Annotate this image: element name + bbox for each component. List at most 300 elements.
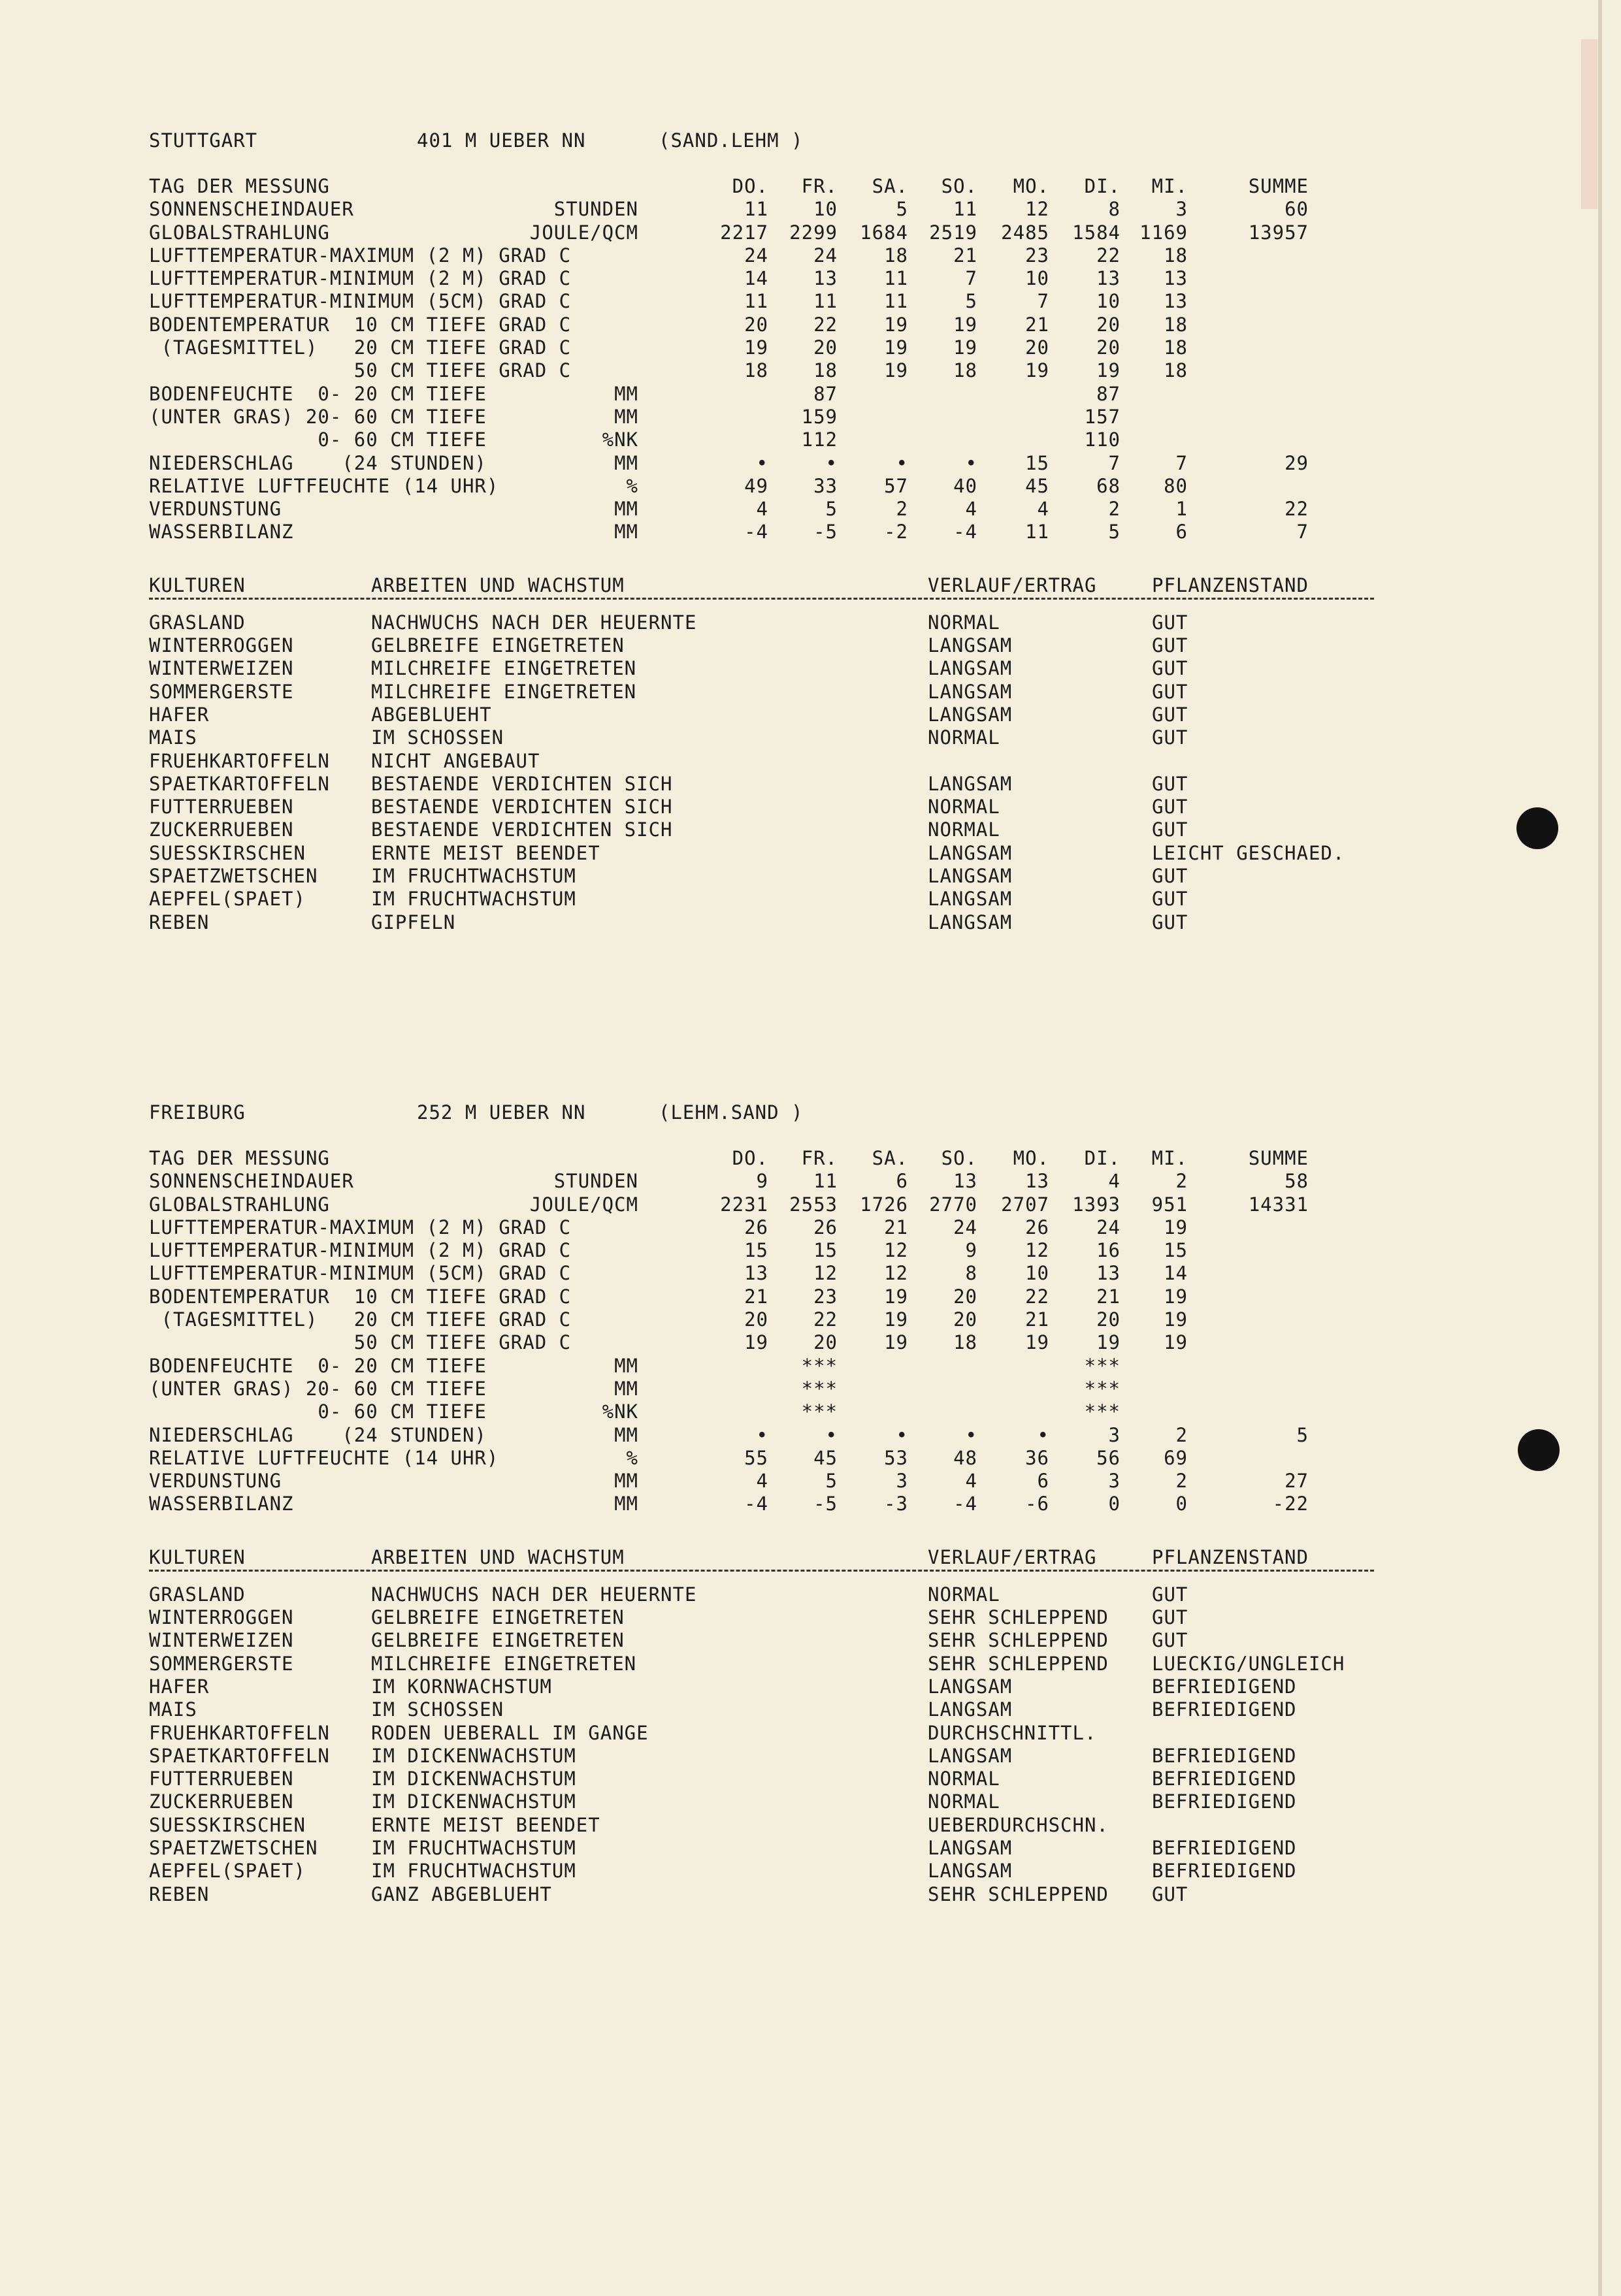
weather-row bbox=[149, 1400, 1456, 1423]
day-value: 1 bbox=[1175, 498, 1188, 521]
day-value: 23 bbox=[813, 1285, 838, 1308]
crop-progress: NORMAL bbox=[928, 796, 1000, 818]
row-label: (UNTER GRAS) 20- 60 CM TIEFE bbox=[149, 405, 487, 428]
row-unit: MM bbox=[614, 1493, 638, 1515]
day-value: 10 bbox=[1025, 1262, 1049, 1285]
crop-name: GRASLAND bbox=[149, 611, 246, 634]
crop-progress: LANGSAM bbox=[928, 1860, 1013, 1883]
weather-row bbox=[149, 1493, 1456, 1515]
day-value: 19 bbox=[884, 1285, 908, 1308]
crop-condition: GUT bbox=[1152, 657, 1188, 680]
day-value: -4 bbox=[953, 1493, 977, 1515]
crop-name: REBEN bbox=[149, 1883, 210, 1905]
crop-row bbox=[149, 1583, 1456, 1606]
day-value: 14 bbox=[744, 267, 768, 290]
day-value: 10 bbox=[813, 198, 838, 221]
crop-row bbox=[149, 842, 1456, 865]
day-value: 12 bbox=[1025, 198, 1049, 221]
day-value: 13 bbox=[1164, 290, 1188, 313]
row-label: BODENFEUCHTE 0- 20 CM TIEFE bbox=[149, 1354, 487, 1377]
day-value: 21 bbox=[884, 1216, 908, 1238]
day-value: 7 bbox=[1037, 290, 1049, 313]
crop-name: MAIS bbox=[149, 1698, 197, 1721]
row-unit: MM bbox=[614, 1354, 638, 1377]
day-value: 22 bbox=[1096, 244, 1121, 267]
crop-progress: LANGSAM bbox=[928, 1744, 1013, 1767]
row-label: BODENTEMPERATUR 10 CM TIEFE GRAD C bbox=[149, 1285, 572, 1308]
crop-name: SPAETKARTOFFELN bbox=[149, 772, 330, 795]
day-value: 22 bbox=[1025, 1285, 1049, 1308]
crop-progress: LANGSAM bbox=[928, 1698, 1013, 1721]
crop-condition: LUECKIG/UNGLEICH bbox=[1152, 1652, 1345, 1675]
weather-row bbox=[149, 359, 1456, 382]
day-value: 21 bbox=[953, 244, 977, 267]
crop-name: HAFER bbox=[149, 1675, 210, 1698]
day-value: 110 bbox=[1084, 428, 1121, 451]
crop-condition: GUT bbox=[1152, 634, 1188, 657]
day-value: 19 bbox=[884, 313, 908, 336]
row-label: NIEDERSCHLAG (24 STUNDEN) bbox=[149, 451, 487, 474]
day-header: FR. bbox=[801, 1147, 838, 1169]
day-value: 11 bbox=[953, 198, 977, 221]
day-value: 19 bbox=[1025, 1331, 1049, 1354]
crop-progress: UEBERDURCHSCHN. bbox=[928, 1813, 1109, 1836]
station-name: STUTTGART bbox=[149, 129, 258, 152]
day-value: 6 bbox=[1037, 1470, 1049, 1493]
crop-activity: RODEN UEBERALL IM GANGE bbox=[371, 1721, 649, 1744]
crop-row bbox=[149, 1653, 1456, 1675]
row-label: SONNENSCHEINDAUER bbox=[149, 1170, 354, 1193]
day-value: 36 bbox=[1025, 1446, 1049, 1469]
crop-row bbox=[149, 911, 1456, 934]
day-value: 1393 bbox=[1072, 1193, 1121, 1216]
weather-row bbox=[149, 428, 1456, 451]
day-value: 5 bbox=[965, 290, 977, 313]
day-value: 20 bbox=[1096, 1308, 1121, 1331]
crop-progress: NORMAL bbox=[928, 818, 1000, 841]
crop-row bbox=[149, 1745, 1456, 1768]
crop-progress: LANGSAM bbox=[928, 865, 1013, 888]
crop-progress: LANGSAM bbox=[928, 841, 1013, 864]
row-label: BODENTEMPERATUR 10 CM TIEFE GRAD C bbox=[149, 313, 572, 336]
day-header: SA. bbox=[872, 1147, 908, 1169]
crop-progress: NORMAL bbox=[928, 1768, 1000, 1790]
day-value: 4 bbox=[1037, 498, 1049, 521]
crop-activity: NACHWUCHS NACH DER HEUERNTE bbox=[371, 1583, 697, 1606]
crop-condition: LEICHT GESCHAED. bbox=[1152, 841, 1345, 864]
row-label: WASSERBILANZ bbox=[149, 1493, 294, 1515]
crop-condition: GUT bbox=[1152, 772, 1188, 795]
crop-row bbox=[149, 1606, 1456, 1629]
day-value: 3 bbox=[1108, 1470, 1121, 1493]
weather-row bbox=[149, 314, 1456, 336]
crop-row bbox=[149, 796, 1456, 818]
day-value: 21 bbox=[1025, 1308, 1049, 1331]
day-value: 2 bbox=[1108, 498, 1121, 521]
crop-progress: LANGSAM bbox=[928, 634, 1013, 657]
row-label: BODENFEUCHTE 0- 20 CM TIEFE bbox=[149, 382, 487, 405]
crop-progress: LANGSAM bbox=[928, 703, 1013, 726]
weather-row bbox=[149, 336, 1456, 359]
day-value: 10 bbox=[1025, 267, 1049, 290]
day-value: 21 bbox=[1025, 313, 1049, 336]
day-value: • bbox=[965, 451, 977, 474]
day-value: 56 bbox=[1096, 1446, 1121, 1469]
day-value: 22 bbox=[813, 313, 838, 336]
day-value: • bbox=[756, 451, 768, 474]
day-value: 20 bbox=[953, 1285, 977, 1308]
paper-edge bbox=[1598, 0, 1602, 2296]
crop-activity: ABGEBLUEHT bbox=[371, 703, 492, 726]
day-header: FR. bbox=[801, 175, 838, 197]
day-value: 4 bbox=[756, 498, 768, 521]
day-value: 20 bbox=[744, 1308, 768, 1331]
day-value: 2519 bbox=[929, 221, 977, 244]
day-value: 13 bbox=[1096, 1262, 1121, 1285]
weather-row bbox=[149, 221, 1456, 244]
row-unit: % bbox=[626, 474, 638, 497]
row-label: (TAGESMITTEL) 20 CM TIEFE GRAD C bbox=[149, 1308, 572, 1331]
crop-name: FUTTERRUEBEN bbox=[149, 1768, 294, 1790]
day-header: SA. bbox=[872, 175, 908, 197]
crops-column-header: ARBEITEN UND WACHSTUM bbox=[371, 574, 625, 596]
day-value: 19 bbox=[884, 336, 908, 359]
crop-row bbox=[149, 657, 1456, 680]
sum-value: 22 bbox=[1285, 498, 1309, 521]
crop-name: SPAETZWETSCHEN bbox=[149, 865, 318, 888]
day-value: 24 bbox=[744, 244, 768, 267]
day-value: • bbox=[896, 451, 908, 474]
day-value: 11 bbox=[744, 198, 768, 221]
day-header: MO. bbox=[1013, 175, 1049, 197]
day-value: 15 bbox=[1025, 451, 1049, 474]
row-label: LUFTTEMPERATUR-MINIMUM (5CM) GRAD C bbox=[149, 1262, 572, 1285]
crop-condition: BEFRIEDIGEND bbox=[1152, 1768, 1297, 1790]
row-label: LUFTTEMPERATUR-MINIMUM (5CM) GRAD C bbox=[149, 290, 572, 313]
weather-row bbox=[149, 452, 1456, 475]
row-label: TAG DER MESSUNG bbox=[149, 175, 330, 197]
day-value: 19 bbox=[744, 1331, 768, 1354]
row-unit: MM bbox=[614, 451, 638, 474]
day-value: 10 bbox=[1096, 290, 1121, 313]
day-value: *** bbox=[801, 1354, 838, 1377]
row-label: NIEDERSCHLAG (24 STUNDEN) bbox=[149, 1423, 487, 1446]
crop-condition: GUT bbox=[1152, 703, 1188, 726]
day-value: 18 bbox=[1164, 244, 1188, 267]
crop-name: HAFER bbox=[149, 703, 210, 726]
crops-table bbox=[149, 1546, 1456, 1906]
day-value: 13 bbox=[813, 267, 838, 290]
day-value: 24 bbox=[1096, 1216, 1121, 1238]
sum-value: -22 bbox=[1272, 1493, 1309, 1515]
crop-activity: BESTAENDE VERDICHTEN SICH bbox=[371, 796, 673, 818]
day-value: *** bbox=[1084, 1354, 1121, 1377]
day-value: 18 bbox=[953, 359, 977, 382]
day-value: • bbox=[756, 1423, 768, 1446]
weather-row bbox=[149, 1216, 1456, 1239]
day-value: 45 bbox=[1025, 474, 1049, 497]
crop-activity: IM DICKENWACHSTUM bbox=[371, 1744, 576, 1767]
crop-activity: BESTAENDE VERDICHTEN SICH bbox=[371, 818, 673, 841]
day-value: 68 bbox=[1096, 474, 1121, 497]
crop-condition: GUT bbox=[1152, 726, 1188, 749]
day-value: 20 bbox=[813, 1331, 838, 1354]
day-value: 18 bbox=[1164, 336, 1188, 359]
day-value: 12 bbox=[813, 1262, 838, 1285]
crop-row bbox=[149, 1722, 1456, 1745]
crop-condition: GUT bbox=[1152, 1606, 1188, 1629]
row-label: VERDUNSTUNG bbox=[149, 1470, 282, 1493]
crop-activity: GANZ ABGEBLUEHT bbox=[371, 1883, 552, 1905]
day-value: 2485 bbox=[1001, 221, 1049, 244]
day-value: 19 bbox=[953, 313, 977, 336]
crop-progress: NORMAL bbox=[928, 611, 1000, 634]
weather-row bbox=[149, 244, 1456, 267]
sum-value: 60 bbox=[1285, 198, 1309, 221]
day-value: 80 bbox=[1164, 474, 1188, 497]
crop-progress: LANGSAM bbox=[928, 680, 1013, 703]
row-label: LUFTTEMPERATUR-MAXIMUM (2 M) GRAD C bbox=[149, 1216, 572, 1238]
row-unit: %NK bbox=[602, 1400, 638, 1423]
day-value: 19 bbox=[1164, 1285, 1188, 1308]
day-value: • bbox=[825, 1423, 838, 1446]
day-value: 20 bbox=[1096, 336, 1121, 359]
crop-activity: IM DICKENWACHSTUM bbox=[371, 1790, 576, 1813]
day-value: 5 bbox=[1108, 521, 1121, 543]
day-value: 2770 bbox=[929, 1193, 977, 1216]
crop-activity: IM FRUCHTWACHSTUM bbox=[371, 1860, 576, 1883]
day-value: 18 bbox=[953, 1331, 977, 1354]
day-value: 13 bbox=[953, 1170, 977, 1193]
sum-value: 5 bbox=[1296, 1423, 1309, 1446]
day-value: 2 bbox=[896, 498, 908, 521]
day-value: 13 bbox=[1096, 267, 1121, 290]
crop-progress: LANGSAM bbox=[928, 911, 1013, 933]
crops-header-row bbox=[149, 1546, 1456, 1570]
day-value: 1584 bbox=[1072, 221, 1121, 244]
crops-column-header: PFLANZENSTAND bbox=[1152, 1545, 1309, 1568]
day-value: -5 bbox=[813, 521, 838, 543]
weather-row bbox=[149, 1447, 1456, 1470]
day-value: 9 bbox=[756, 1170, 768, 1193]
crop-progress: LANGSAM bbox=[928, 888, 1013, 911]
day-value: *** bbox=[1084, 1400, 1121, 1423]
day-value: 49 bbox=[744, 474, 768, 497]
crop-progress: LANGSAM bbox=[928, 1837, 1013, 1860]
day-value: 2217 bbox=[720, 221, 768, 244]
crop-name: WINTERROGGEN bbox=[149, 1606, 294, 1629]
station-freiburg bbox=[149, 1101, 1456, 1906]
day-value: 20 bbox=[1025, 336, 1049, 359]
day-value: 7 bbox=[1175, 451, 1188, 474]
day-value: 19 bbox=[1164, 1308, 1188, 1331]
row-label: SONNENSCHEINDAUER bbox=[149, 198, 354, 221]
crop-activity: GIPFELN bbox=[371, 911, 456, 933]
row-unit: MM bbox=[614, 382, 638, 405]
day-header: DI. bbox=[1084, 1147, 1121, 1169]
row-label: VERDUNSTUNG bbox=[149, 498, 282, 521]
weather-row bbox=[149, 1285, 1456, 1308]
day-value: 13 bbox=[744, 1262, 768, 1285]
day-value: 11 bbox=[884, 290, 908, 313]
day-value: 14 bbox=[1164, 1262, 1188, 1285]
weather-row bbox=[149, 267, 1456, 290]
crop-activity: IM KORNWACHSTUM bbox=[371, 1675, 552, 1698]
day-value: 7 bbox=[965, 267, 977, 290]
day-value: 8 bbox=[1108, 198, 1121, 221]
crop-name: WINTERROGGEN bbox=[149, 634, 294, 657]
row-label: WASSERBILANZ bbox=[149, 521, 294, 543]
weather-row bbox=[149, 1355, 1456, 1378]
day-value: 5 bbox=[896, 198, 908, 221]
paper-stain bbox=[1581, 39, 1597, 209]
sum-header: SUMME bbox=[1248, 175, 1309, 197]
crop-row bbox=[149, 865, 1456, 888]
day-value: 48 bbox=[953, 1446, 977, 1469]
weather-row bbox=[149, 1470, 1456, 1493]
day-value: -3 bbox=[884, 1493, 908, 1515]
day-value: 45 bbox=[813, 1446, 838, 1469]
crop-name: SPAETZWETSCHEN bbox=[149, 1837, 318, 1860]
station-altitude: 252 M UEBER NN bbox=[417, 1101, 586, 1124]
day-value: 11 bbox=[813, 1170, 838, 1193]
day-value: 11 bbox=[744, 290, 768, 313]
crop-name: WINTERWEIZEN bbox=[149, 1629, 294, 1652]
crops-column-header: VERLAUF/ERTRAG bbox=[928, 1545, 1097, 1568]
day-value: 12 bbox=[1025, 1239, 1049, 1262]
day-value: 20 bbox=[953, 1308, 977, 1331]
day-value: • bbox=[825, 451, 838, 474]
day-value: 12 bbox=[884, 1262, 908, 1285]
row-label: 0- 60 CM TIEFE bbox=[149, 428, 487, 451]
crop-name: SOMMERGERSTE bbox=[149, 680, 294, 703]
crop-activity: IM FRUCHTWACHSTUM bbox=[371, 1837, 576, 1860]
crop-name: AEPFEL(SPAET) bbox=[149, 1860, 306, 1883]
crop-progress: SEHR SCHLEPPEND bbox=[928, 1883, 1109, 1905]
day-value: 3 bbox=[1108, 1423, 1121, 1446]
station-soil: (SAND.LEHM ) bbox=[659, 129, 804, 152]
day-value: 16 bbox=[1096, 1239, 1121, 1262]
day-value: 15 bbox=[744, 1239, 768, 1262]
crop-row bbox=[149, 773, 1456, 796]
sum-value: 58 bbox=[1285, 1170, 1309, 1193]
crop-progress: LANGSAM bbox=[928, 772, 1013, 795]
row-unit: %NK bbox=[602, 428, 638, 451]
day-value: 0 bbox=[1175, 1493, 1188, 1515]
crop-row bbox=[149, 1790, 1456, 1813]
day-value: 19 bbox=[1164, 1331, 1188, 1354]
crop-row bbox=[149, 750, 1456, 773]
day-value: 87 bbox=[813, 382, 838, 405]
day-value: 1726 bbox=[860, 1193, 908, 1216]
row-label: RELATIVE LUFTFEUCHTE (14 UHR) bbox=[149, 1446, 499, 1469]
crop-row bbox=[149, 703, 1456, 726]
row-label: LUFTTEMPERATUR-MINIMUM (2 M) GRAD C bbox=[149, 267, 572, 290]
day-value: 19 bbox=[1096, 1331, 1121, 1354]
day-value: 19 bbox=[884, 359, 908, 382]
crops-table bbox=[149, 574, 1456, 934]
day-value: 2 bbox=[1175, 1470, 1188, 1493]
weather-row bbox=[149, 1262, 1456, 1285]
crop-activity: IM SCHOSSEN bbox=[371, 726, 504, 749]
crop-name: FRUEHKARTOFFELN bbox=[149, 1721, 330, 1744]
sum-value: 14331 bbox=[1248, 1193, 1309, 1216]
crop-condition: GUT bbox=[1152, 1629, 1188, 1652]
crop-activity: ERNTE MEIST BEENDET bbox=[371, 1813, 600, 1836]
crop-row bbox=[149, 1814, 1456, 1837]
crop-name: REBEN bbox=[149, 911, 210, 933]
crop-activity: MILCHREIFE EINGETRETEN bbox=[371, 657, 637, 680]
day-value: 18 bbox=[744, 359, 768, 382]
day-value: 87 bbox=[1096, 382, 1121, 405]
crop-name: FRUEHKARTOFFELN bbox=[149, 749, 330, 772]
weather-table bbox=[149, 1147, 1456, 1516]
row-unit: JOULE/QCM bbox=[529, 221, 638, 244]
weather-row bbox=[149, 1378, 1456, 1400]
day-header: MO. bbox=[1013, 1147, 1049, 1169]
weather-header-row bbox=[149, 175, 1456, 198]
crop-row bbox=[149, 634, 1456, 657]
weather-row bbox=[149, 1170, 1456, 1193]
crop-activity: GELBREIFE EINGETRETEN bbox=[371, 1606, 625, 1629]
crop-name: SUESSKIRSCHEN bbox=[149, 1813, 306, 1836]
day-value: 11 bbox=[1025, 521, 1049, 543]
day-value: 5 bbox=[825, 1470, 838, 1493]
crop-condition: GUT bbox=[1152, 680, 1188, 703]
day-header: SO. bbox=[941, 175, 977, 197]
day-value: -4 bbox=[744, 521, 768, 543]
crop-condition: BEFRIEDIGEND bbox=[1152, 1837, 1297, 1860]
crop-activity: IM FRUCHTWACHSTUM bbox=[371, 865, 576, 888]
day-value: 19 bbox=[1096, 359, 1121, 382]
day-value: 18 bbox=[1164, 359, 1188, 382]
crop-name: WINTERWEIZEN bbox=[149, 657, 294, 680]
day-value: 6 bbox=[1175, 521, 1188, 543]
row-label: 50 CM TIEFE GRAD C bbox=[149, 1331, 572, 1354]
crop-name: AEPFEL(SPAET) bbox=[149, 888, 306, 911]
weather-row bbox=[149, 498, 1456, 521]
crop-activity: GELBREIFE EINGETRETEN bbox=[371, 634, 625, 657]
crop-condition: GUT bbox=[1152, 818, 1188, 841]
crop-activity: NICHT ANGEBAUT bbox=[371, 749, 540, 772]
crop-condition: GUT bbox=[1152, 888, 1188, 911]
crop-condition: BEFRIEDIGEND bbox=[1152, 1790, 1297, 1813]
day-value: 2231 bbox=[720, 1193, 768, 1216]
crop-progress: LANGSAM bbox=[928, 657, 1013, 680]
crop-condition: BEFRIEDIGEND bbox=[1152, 1698, 1297, 1721]
crop-activity: IM FRUCHTWACHSTUM bbox=[371, 888, 576, 911]
day-value: • bbox=[965, 1423, 977, 1446]
weather-table bbox=[149, 175, 1456, 544]
day-value: 19 bbox=[884, 1308, 908, 1331]
row-label: 50 CM TIEFE GRAD C bbox=[149, 359, 572, 382]
crop-name: SPAETKARTOFFELN bbox=[149, 1744, 330, 1767]
day-value: 4 bbox=[965, 1470, 977, 1493]
day-value: 23 bbox=[1025, 244, 1049, 267]
day-value: 2 bbox=[1175, 1170, 1188, 1193]
day-value: 55 bbox=[744, 1446, 768, 1469]
day-value: 24 bbox=[813, 244, 838, 267]
weather-row bbox=[149, 1308, 1456, 1331]
crop-row bbox=[149, 818, 1456, 841]
crop-condition: BEFRIEDIGEND bbox=[1152, 1744, 1297, 1767]
crop-activity: IM DICKENWACHSTUM bbox=[371, 1768, 576, 1790]
station-name: FREIBURG bbox=[149, 1101, 246, 1124]
crop-condition: GUT bbox=[1152, 1583, 1188, 1606]
weather-row bbox=[149, 383, 1456, 406]
row-label: 0- 60 CM TIEFE bbox=[149, 1400, 487, 1423]
row-label: (UNTER GRAS) 20- 60 CM TIEFE bbox=[149, 1377, 487, 1400]
